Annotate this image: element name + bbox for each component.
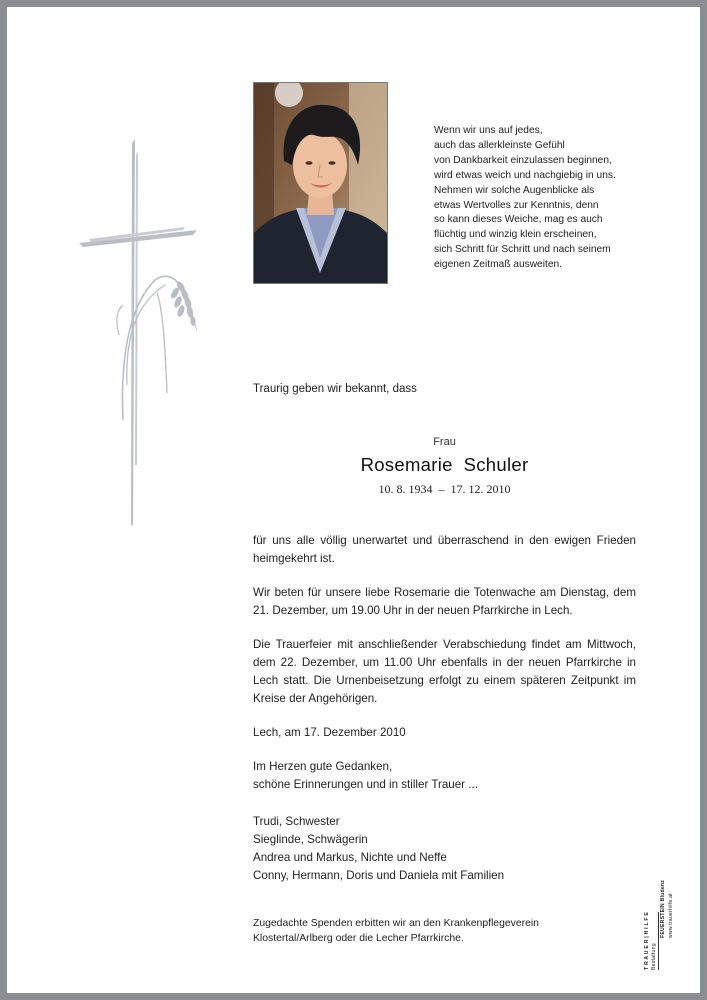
closing-line: schöne Erinnerungen und in stiller Trauer ... <box>253 778 478 791</box>
mourner-entry: Conny, Hermann, Doris und Daniela mit Familien <box>253 869 505 882</box>
funeral-home-logo <box>644 872 684 972</box>
funeral-home-brand: T R A U E R | H I L F E <box>644 911 650 970</box>
mourner-entry: Andrea und Markus, Nichte und Neffe <box>253 851 447 864</box>
poem-line: von Dankbarkeit einzulassen beginnen, <box>434 154 612 166</box>
funeral-home-subtitle: Bestattung <box>651 943 657 970</box>
deceased-name: Rosemarie Schuler <box>360 454 529 475</box>
salutation: Frau <box>433 436 456 448</box>
portrait-photo <box>253 82 388 284</box>
mourner-entry: Trudi, Schwester <box>253 815 340 828</box>
paragraph-funeral: Die Trauerfeier mit anschließender Verabschiedung findet am Mittwoch, dem 22. Dezember, um 11.00 Uhr ebenfalls in der neuen Pfarrkirche in Lech statt. Die Urnenbeisetzung erfolgt zu einem späteren Zeitpunkt im Kreise der Angehörigen. <box>253 638 636 705</box>
poem-line: auch das allerkleinste Gefühl <box>434 139 565 151</box>
closing-line: Im Herzen gute Gedanken, <box>253 760 393 773</box>
donations-line: Klostertal/Arlberg oder die Lecher Pfarrkirche. <box>253 932 464 944</box>
mourner-entry: Sieglinde, Schwägerin <box>253 833 368 846</box>
poem-line: flüchtig und winzig klein erscheinen, <box>434 229 597 241</box>
poem-line: etwas Wertvolles zur Kenntnis, denn <box>434 199 599 211</box>
donations-note <box>253 917 613 946</box>
life-dates: 10. 8. 1934 – 17. 12. 2010 <box>378 482 511 496</box>
poem-line: wird etwas weich und nachgiebig in uns. <box>434 169 616 181</box>
donations-line: Zugedachte Spenden erbitten wir an den Krankenpflegeverein <box>253 918 539 929</box>
obituary-body <box>253 532 636 794</box>
paragraph-passing: für uns alle völlig unerwartet und überraschend in den ewigen Frieden heimgekehrt ist. <box>253 534 636 565</box>
cross-with-wheat-icon <box>75 135 205 530</box>
mourners-list <box>253 813 504 885</box>
poem-line: Nehmen wir solche Augenblicke als <box>434 184 595 196</box>
poem-line: eigenen Zeitmaß ausweiten. <box>434 259 562 271</box>
place-date: Lech, am 17. Dezember 2010 <box>253 726 406 739</box>
funeral-home-website: www.trauerhilfe.at <box>668 893 674 938</box>
poem-line: sich Schritt für Schritt und nach seinem <box>434 244 611 256</box>
poem-line: Wenn wir uns auf jedes, <box>434 125 543 136</box>
poem-line: so kann dieses Weiche, mag es auch <box>434 214 603 226</box>
poem <box>434 124 664 273</box>
announcement-intro: Traurig geben wir bekannt, dass <box>253 383 417 395</box>
funeral-home-company: FEUERSTEIN Bludenz <box>660 879 666 938</box>
closing-words <box>253 758 636 794</box>
paragraph-wake: Wir beten für unsere liebe Rosemarie die Totenwache am Dienstag, dem 21. Dezember, um 19.00 Uhr in der neuen Pfarrkirche in Lech. <box>253 586 636 617</box>
logo-divider <box>658 912 659 970</box>
obituary-sheet <box>7 7 700 993</box>
